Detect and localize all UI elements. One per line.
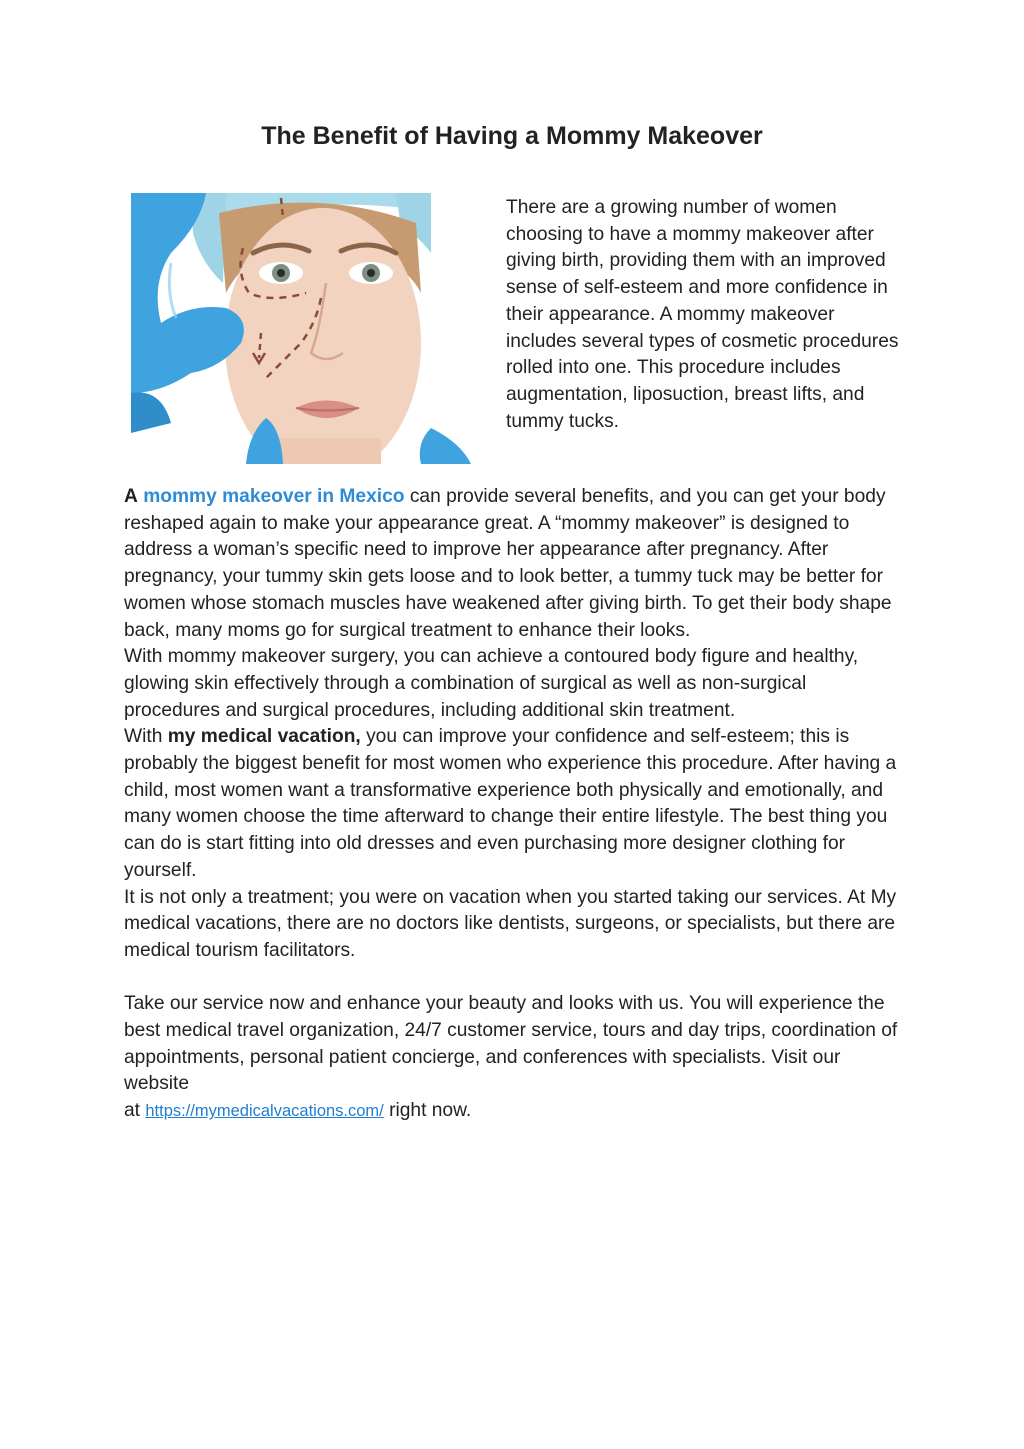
- paragraph-3-text: you can improve your confidence and self-esteem; this is probably the biggest benefit for most women who experience this procedure. After having a child, most women want a transformative experience both physically and emotionally, and many women choose the time afterward to change their entire lifestyle. The best thing you can do is start fitting into old dresses and even purchasing more designer clothing for yourself.: [124, 726, 897, 881]
- paragraph-3-lead: With: [124, 726, 168, 748]
- intro-paragraph: There are a growing number of women choosing to have a mommy makeover after giving birth, providing them with an improved sense of self-esteem and more confidence in their appearance. A mommy makeover includes several types of cosmetic procedures rolled into one. This procedure includes augmentation, liposuction, breast lifts, and tummy tucks.: [506, 197, 899, 432]
- paragraph-4: It is not only a treatment; you were on vacation when you started taking our services. At My medical vacations, there are no doctors like dentists, surgeons, or specialists, but there are medical tourism facilitators.: [124, 886, 897, 961]
- paragraph-1: [124, 484, 904, 644]
- paragraph-5-prefix: at: [124, 1100, 146, 1122]
- paragraph-3: [124, 724, 904, 884]
- article-body: [124, 484, 904, 1125]
- paragraph-5-text: Take our service now and enhance your beauty and looks with us. You will experience the best medical travel organization, 24/7 customer service, tours and day trips, coordination of appointments, personal patient concierge, and conferences with specialists. Visit our website: [124, 993, 898, 1095]
- paragraph-spacer: [124, 965, 904, 992]
- page-title: The Benefit of Having a Mommy Makeover: [261, 122, 763, 150]
- paragraph-1-lead: A: [124, 486, 138, 507]
- paragraph-5-suffix: right now.: [383, 1100, 472, 1122]
- website-link[interactable]: https://mymedicalvacations.com/: [145, 1102, 384, 1121]
- paragraph-1-text: can provide several benefits, and you can get your body reshaped again to make your appearance great. A “mommy makeover” is designed to address a woman’s specific need to improve her appearance after pregnancy. After pregnancy, your tummy skin gets loose and to look better, a tummy tuck may be better for women whose stomach muscles have weakened after giving birth. To get their body shape back, many moms go for surgical treatment to enhance their looks.: [124, 486, 892, 641]
- paragraph-2: With mommy makeover surgery, you can achieve a contoured body figure and healthy, glowing skin effectively through a combination of surgical as well as non-surgical procedures and surgical procedures, including additional skin treatment.: [124, 646, 859, 721]
- paragraph-5: [124, 991, 904, 1125]
- face-markings-image: [131, 193, 491, 464]
- mommy-makeover-mexico-link[interactable]: mommy makeover in Mexico: [143, 486, 405, 507]
- paragraph-3-bold: my medical vacation,: [167, 726, 361, 748]
